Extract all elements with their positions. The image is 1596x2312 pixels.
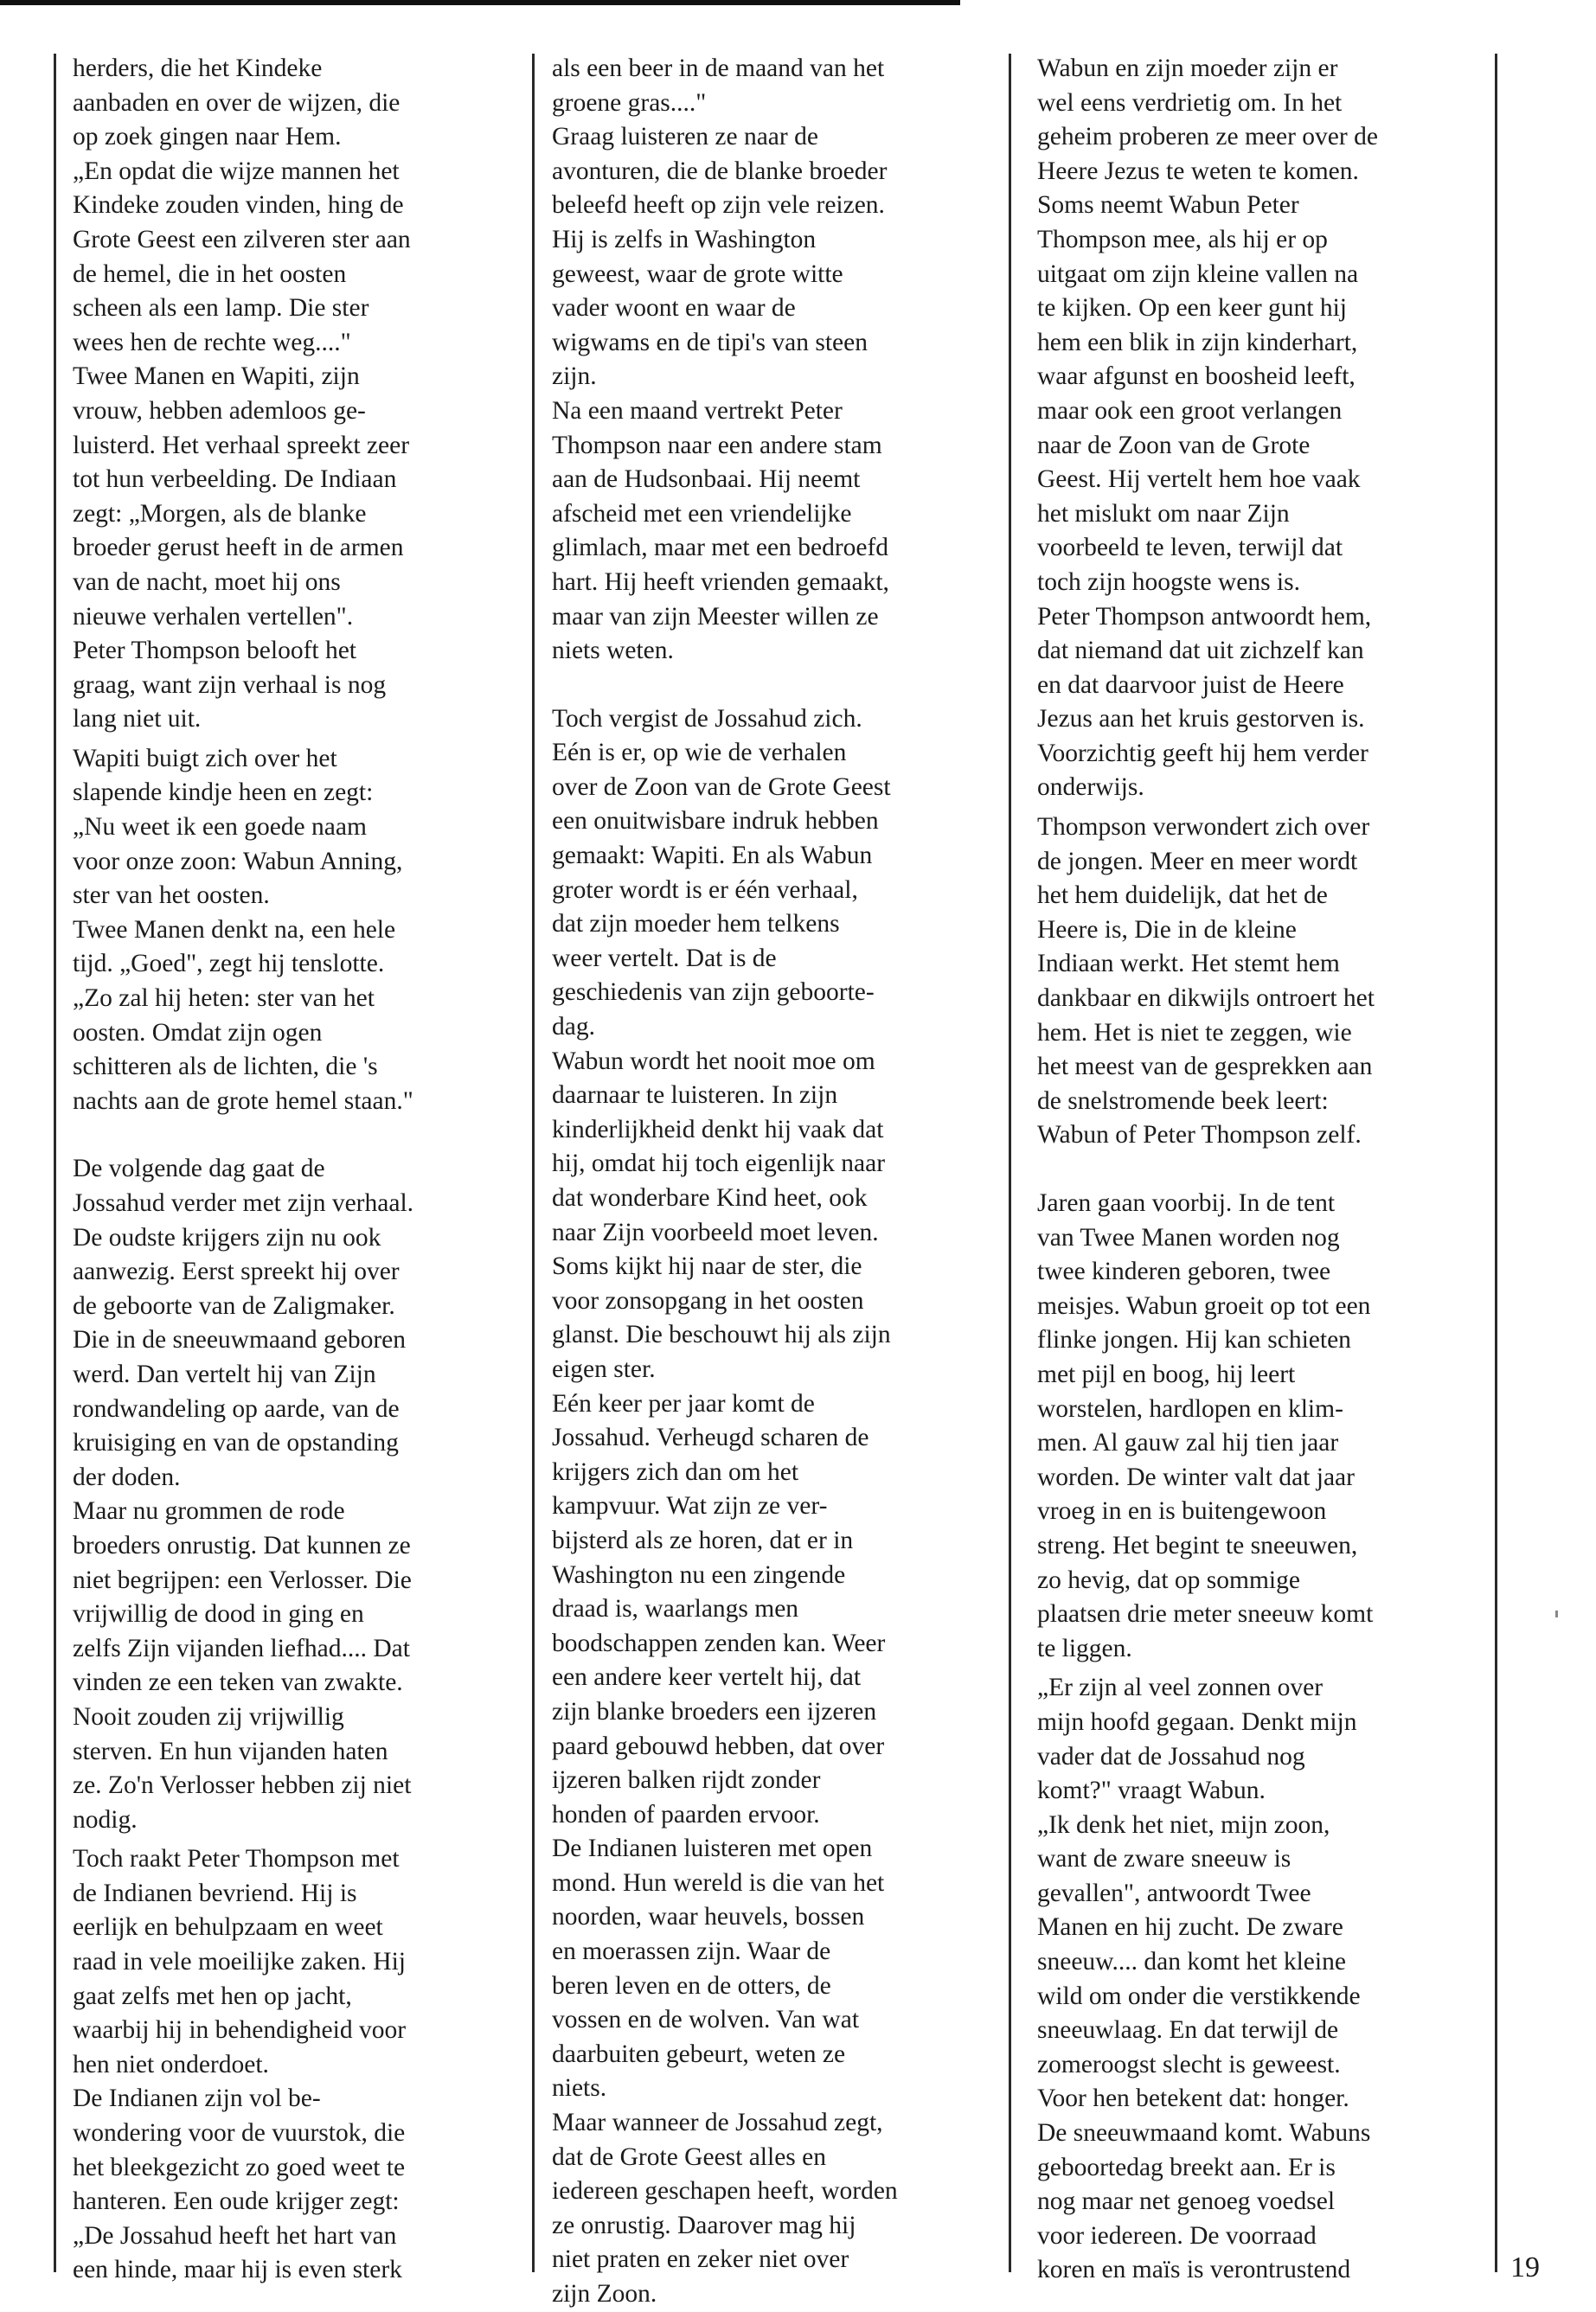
paragraph: Wabun en zijn moeder zijn er wel eens verdrietig om. In het geheim proberen ze meer over de Heere Jezus te weten te komen. Soms neemt Wabun Peter Thompson mee, als hij er op uitgaat om zijn kleine vallen na te kijken. Op een keer gunt hij hem een blik in zijn kinderhart, waar afgunst en boosheid leeft, maar ook een groot verlangen naar de Zoon van de Grote Geest. Hij vertelt hem hoe vaak het mislukt om naar Zijn voorbeeld te leven, terwijl dat toch zijn hoogste wens is.: [1037, 54, 1378, 596]
paragraph: Maar wanneer de Jossahud zegt, dat de Grote Geest alles en iedereen geschapen heeft, worden ze onrustig. Daarover mag hij niet praten en zeker niet over zijn Zoon.: [552, 2109, 898, 2308]
scan-speck: [1555, 1611, 1558, 1617]
paragraph: Maar nu grommen de rode broeders onrustig. Dat kunnen ze niet begrijpen: een Verlosser. Die vrijwillig de dood in ging en zelfs Zijn vijanden liefhad.... Dat vinden ze een teken van zwakte. Nooit zouden zij vrijwillig sterven. En hun vijanden haten ze. Zo'n Verlosser hebben zij niet nodig.: [73, 1497, 412, 1834]
paragraph: Thompson verwondert zich over de jongen. Meer en meer wordt het hem duidelijk, dat het de Heere is, Die in de kleine Indiaan werkt. Het stemt hem dankbaar en dikwijls ontroert het hem. Het is niet te zeggen, wie het meest van de gesprekken aan de snelstromende beek leert: Wabun of Peter Thompson zelf.: [1037, 813, 1375, 1150]
paragraph: Peter Thompson antwoordt hem, dat niemand dat uit zichzelf kan en dat daarvoor juist de Heere Jezus aan het kruis gestorven is. Voorzichtig geeft hij hem verder onderwijs.: [1037, 602, 1372, 802]
paragraph: De volgende dag gaat de Jossahud verder met zijn verhaal. De oudste krijgers zijn nu ook aanwezig. Eerst spreekt hij over de geboorte van de Zaligmaker. Die in de sneeuwmaand geboren werd. Dan vertelt hij van Zijn rondwandeling op aarde, van de kruisiging en van de opstanding der doden.: [73, 1155, 414, 1491]
text-column-3: [1037, 52, 1487, 2288]
page-number: 19: [1510, 2251, 1540, 2283]
paragraph: als een beer in de maand van het groene gras....": [552, 54, 885, 117]
paragraph: Wabun wordt het nooit moe om daarnaar te luisteren. In zijn kinderlijkheid denkt hij vaak dat hij, omdat hij toch eigenlijk naar dat wonderbare Kind heet, ook naar Zijn voorbeeld moet leven. Soms kijkt hij naar de ster, die voor zonsopgang in het oosten glanst. Die beschouwt hij als zijn eigen ster.: [552, 1047, 891, 1383]
paragraph: Toch raakt Peter Thompson met de Indianen bevriend. Hij is eerlijk en behulpzaam en weet raad in vele moeilijke zaken. Hij gaat zelfs met hen op jacht, waarbij hij in behendigheid voor hen niet onderdoet.: [73, 1845, 407, 2078]
paragraph: „Ik denk het niet, mijn zoon, want de zware sneeuw is gevallen", antwoordt Twee Manen en hij zucht. De zware sneeuw.... dan komt het kleine wild om onder die verstikkende sneeuwlaag. En dat terwijl de zomeroogst slecht is geweest. Voor hen betekent dat: honger. De sneeuwmaand komt. Wabuns geboortedag breekt aan. Er is nog maar net genoeg voedsel voor iedereen. De voorraad koren en maïs is verontrustend: [1037, 1810, 1371, 2284]
paragraph: Wapiti buigt zich over het slapende kindje heen en zegt: „Nu weet ik een goede naam voor onze zoon: Wabun Anning, ster van het oosten.: [73, 744, 403, 910]
paragraph: „En opdat die wijze mannen het Kindeke zouden vinden, hing de Grote Geest een zilveren ster aan de hemel, die in het oosten scheen als een lamp. Die ster wees hen de rechte weg....": [73, 157, 411, 356]
text-column-1: [73, 52, 540, 2288]
paragraph: Eén keer per jaar komt de Jossahud. Verheugd scharen de krijgers zich dan om het kampvuur. Wat zijn ze ver- bijsterd als ze horen, dat er in Washington nu een zingende draad is, waarlangs men boodschappen zenden kan. Weer een andere keer vertelt hij, dat zijn blanke broeders een ijzeren paard gebouwd hebben, dat over ijzeren balken rijdt zonder honden of paarden ervoor.: [552, 1389, 886, 1828]
top-border-rule: [0, 0, 960, 5]
paragraph: Jaren gaan voorbij. In de tent van Twee Manen worden nog twee kinderen geboren, twee meisjes. Wabun groeit op tot een flinke jongen. Hij kan schieten met pijl en boog, hij leert worstelen, hardlopen en klim- men. Al gauw zal hij tien jaar worden. De winter valt dat jaar vroeg in en is buitengewoon streng. Het begint te sneeuwen, zo hevig, dat op sommige plaatsen drie meter sneeuw komt te liggen.: [1037, 1189, 1374, 1662]
paragraph: herders, die het Kindeke aanbaden en over de wijzen, die op zoek gingen naar Hem.: [73, 54, 401, 151]
paragraph: Graag luisteren ze naar de avonturen, die de blanke broeder beleefd heeft op zijn vele reizen. Hij is zelfs in Washington geweest, waar de grote witte vader woont en waar de wigwams en de tipi's van steen zijn.: [552, 123, 888, 391]
paragraph: De Indianen luisteren met open mond. Hun wereld is die van het noorden, waar heuvels, bossen en moerassen zijn. Waar de beren leven en de otters, de vossen en de wolven. Van wat daarbuiten gebeurt, weten ze niets.: [552, 1835, 885, 2103]
text-column-2: [552, 52, 1019, 2312]
paragraph: Peter Thompson belooft het graag, want zijn verhaal is nog lang niet uit.: [73, 637, 387, 733]
column-rule-left: [54, 54, 56, 2272]
paragraph: Twee Manen en Wapiti, zijn vrouw, hebben ademloos ge- luisterd. Het verhaal spreekt zeer tot hun verbeelding. De Indiaan zegt: „Morgen, als de blanke broeder gerust heeft in de armen van de nacht, moet hij ons nieuwe verhalen vertellen".: [73, 362, 410, 631]
paragraph: „Er zijn al veel zonnen over mijn hoofd gegaan. Denkt mijn vader dat de Jossahud nog komt?" vraagt Wabun.: [1037, 1674, 1357, 1805]
paragraph: Toch vergist de Jossahud zich. Eén is er, op wie de verhalen over de Zoon van de Grote Geest een onuitwisbare indruk hebben gemaakt: Wapiti. En als Wabun groter wordt is er één verhaal, dat zijn moeder hem telkens weer vertelt. Dat is de geschiedenis van zijn geboorte- dag.: [552, 704, 891, 1041]
paragraph: Twee Manen denkt na, een hele tijd. „Goed", zegt hij tenslotte. „Zo zal hij heten: ster van het oosten. Omdat zijn ogen schitteren als de lichten, die 's nachts aan de grote hemel staan.": [73, 915, 413, 1115]
column-rule-right: [1495, 54, 1497, 2272]
paragraph: Na een maand vertrekt Peter Thompson naar een andere stam aan de Hudsonbaai. Hij neemt afscheid met een vriendelijke glimlach, maar met een bedroefd hart. Hij heeft vrienden gemaakt, maar van zijn Meester willen ze niets weten.: [552, 396, 889, 665]
paragraph: De Indianen zijn vol be- wondering voor de vuurstok, die het bleekgezicht zo goed weet te hanteren. Een oude krijger zegt: „De Jossahud heeft het hart van een hinde, maar hij is even sterk: [73, 2085, 406, 2284]
